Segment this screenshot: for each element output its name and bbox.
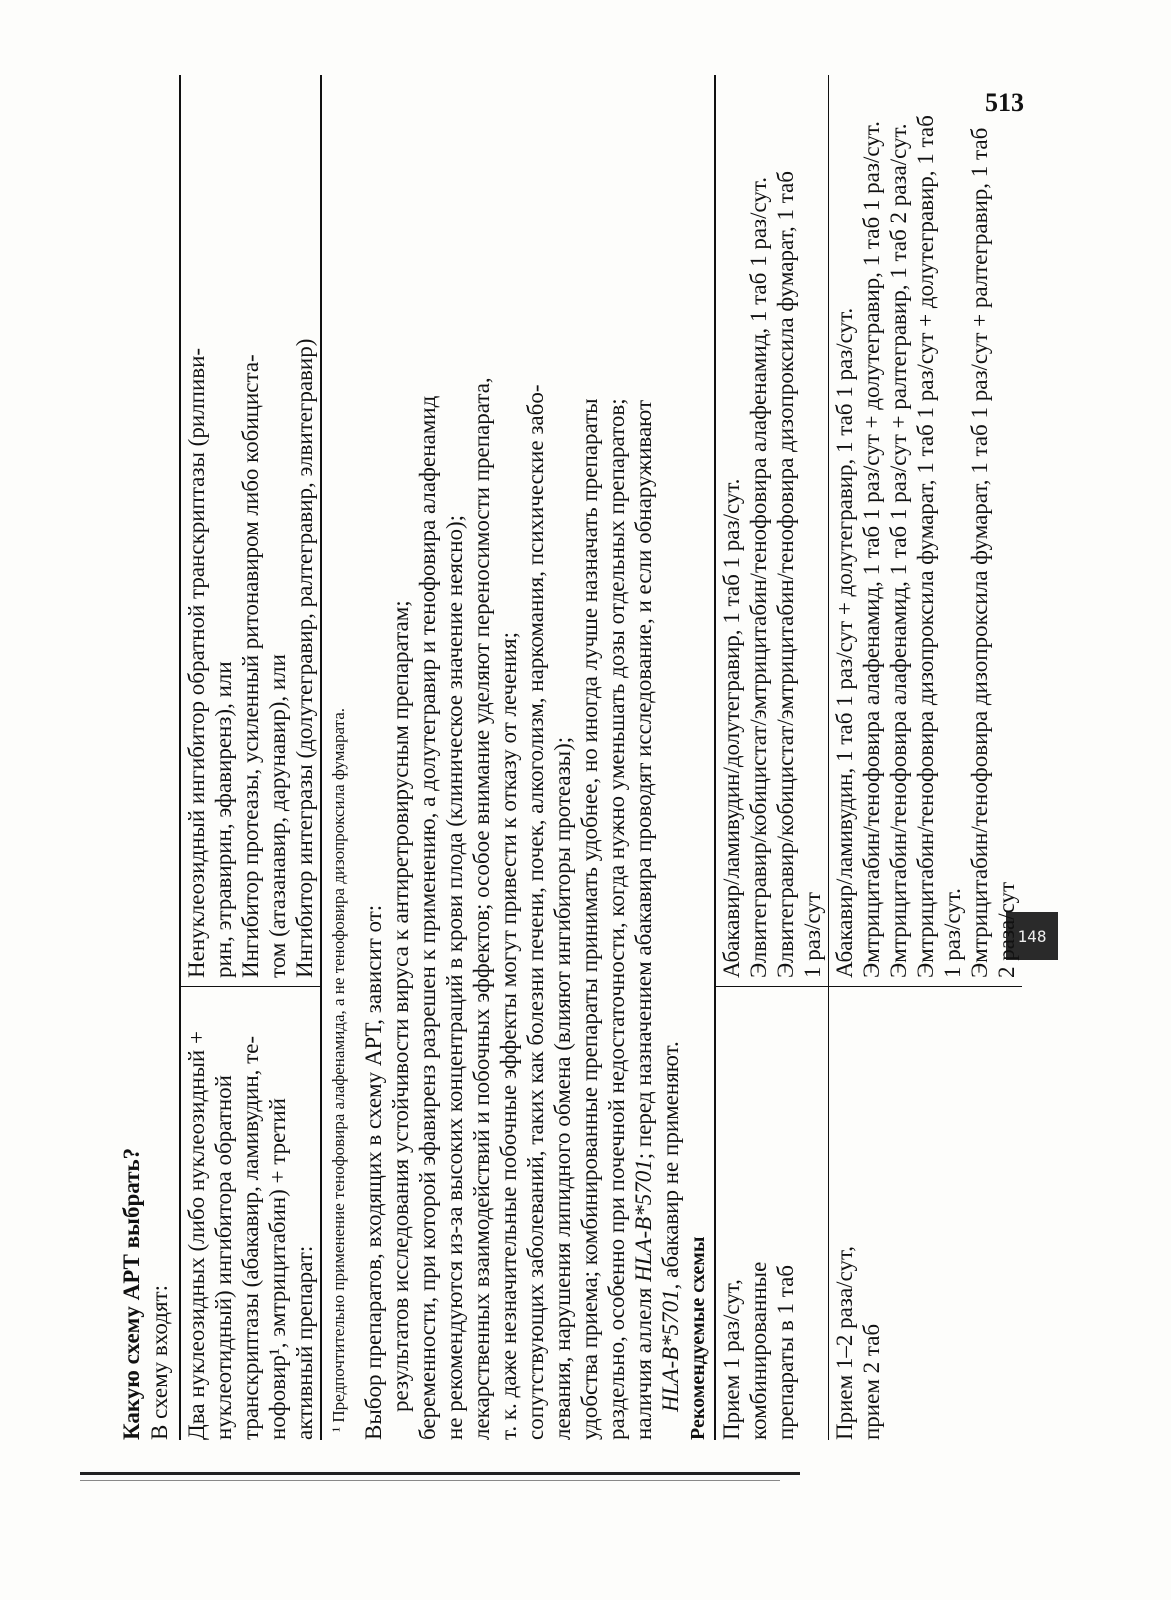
regimen-left-cell bbox=[716, 987, 828, 1441]
table-row bbox=[716, 75, 828, 1440]
page-badge: 148 bbox=[1006, 912, 1058, 960]
recommended-heading: Рекомендуемые схемы bbox=[687, 1236, 709, 1440]
page-number: 513 bbox=[985, 88, 1024, 117]
cell-line: рин, этравирин, эфавиренз), или bbox=[211, 661, 236, 978]
binding-edge-line-faint bbox=[80, 1480, 780, 1481]
cell-line: Прием 1 раз/сут, bbox=[719, 1279, 744, 1440]
hla-allele: HLA-B*5701 bbox=[631, 1159, 656, 1282]
hla-mid: ; перед назначением абакавира проводят исследование, и если обнаруживают bbox=[631, 399, 656, 1160]
paragraph-line: не рекомендуются из-за высоких концентраций в крови плода (клиническое значение неясно); bbox=[442, 515, 467, 1440]
cell-line: Ингибитор интегразы (долутегравир, ралтегравир, элвитегравир) bbox=[292, 338, 317, 978]
cell-line: Абакавир/ламивудин/долутегравир, 1 таб 1 раз/сут. bbox=[719, 478, 744, 978]
cell-line: Эмтрицитабин/тенофовира алафенамид, 1 таб 1 раз/сут + ралтегравир, 1 таб 2 раза/сут. bbox=[886, 123, 911, 978]
cell-line: нуклеотидный) ингибитора обратной bbox=[211, 1075, 236, 1440]
paragraph-line: левания, нарушения липидного обмена (влияют ингибиторы протеазы); bbox=[550, 736, 575, 1440]
hla-end: , абакавир не применяют. bbox=[658, 1041, 683, 1290]
recommended-table-2 bbox=[829, 75, 1022, 1440]
cell-line: Эмтрицитабин/тенофовира дизопроксила фумарат, 1 таб 1 раз/сут + долутегравир, 1 таб bbox=[913, 115, 938, 978]
cell-line: том (атазанавир, дарунавир), или bbox=[265, 654, 290, 978]
table-row bbox=[181, 75, 320, 1440]
cell-line: прием 2 таб bbox=[859, 1323, 884, 1440]
section-subtitle: В схему входят: bbox=[147, 1285, 172, 1440]
composition-table bbox=[181, 75, 320, 1440]
recommended-table bbox=[716, 75, 828, 1440]
paragraph-line: беременности, при которой эфавиренз разрешен к применению, а долутегравир и тенофовира алафенамид bbox=[415, 395, 440, 1440]
cell-line: Эмтрицитабин/тенофовира алафенамид, 1 таб 1 раз/сут + долутегравир, 1 таб 1 раз/сут. bbox=[859, 121, 884, 978]
cell-line: препараты в 1 таб bbox=[773, 1264, 798, 1440]
cell-line: Ненуклеозидный ингибитор обратной транскриптазы (рилпиви- bbox=[184, 347, 209, 978]
cell-line: 1 раз/сут. bbox=[940, 888, 965, 978]
cell-line: Ингибитор протеазы, усиленный ритонавиром либо кобициста- bbox=[238, 354, 263, 978]
hla-pre: наличия аллеля bbox=[631, 1281, 656, 1440]
cell-line: транскриптазы (абакавир, ламивудин, те- bbox=[238, 1035, 263, 1440]
hla-allele-2: HLA-B*5701 bbox=[658, 1289, 683, 1412]
paragraph-line: результатов исследования устойчивости вируса к антиретровирусным препаратам; bbox=[388, 600, 413, 1412]
paragraph-line: т. к. даже незначительные побочные эффекты могут привести к отказу от лечения; bbox=[496, 632, 521, 1440]
table-row bbox=[829, 75, 1022, 1440]
composition-left-cell bbox=[181, 987, 320, 1441]
regimen-right-cell bbox=[829, 75, 1022, 987]
paragraph-line: сопутствующих заболеваний, таких как болезни печени, почек, алкоголизм, наркомания, психические забо- bbox=[523, 384, 548, 1440]
paragraph-line: раздельно, особенно при почечной недостаточности, когда нужно уменьшать дозы отдельных препаратов; bbox=[604, 398, 629, 1440]
paragraph-line-hla bbox=[630, 75, 657, 1440]
cell-line: Два нуклеозидных (либо нуклеозидный + bbox=[184, 1031, 209, 1440]
composition-right-cell bbox=[181, 75, 320, 987]
cell-line: комбинированные bbox=[746, 1261, 771, 1440]
paragraph-line: удобства приема; комбинированные препараты принимать удобнее, но иногда лучше назначать препараты bbox=[577, 398, 602, 1440]
cell-line: Элвитегравир/кобицистат/эмтрицитабин/тенофовира алафенамид, 1 таб 1 раз/сут. bbox=[746, 177, 771, 978]
paragraph-lead: Выбор препаратов, входящих в схему АРТ, зависит от: bbox=[361, 904, 386, 1440]
section-title: Какую схему АРТ выбрать? bbox=[119, 1147, 144, 1440]
paragraph-line: лекарственных взаимодействий и побочных эффектов; особое внимание уделяют переносимости препарата, bbox=[469, 377, 494, 1440]
cell-line: Элвитегравир/кобицистат/эмтрицитабин/тенофовира дизопроксила фумарат, 1 таб bbox=[773, 171, 798, 978]
cell-line: нофовир¹, эмтрицитабин) + третий bbox=[265, 1098, 290, 1440]
cell-line: Абакавир/ламивудин, 1 таб 1 раз/сут + долутегравир, 1 таб 1 раз/сут. bbox=[832, 307, 857, 978]
table1-bottom-rule bbox=[320, 75, 322, 1440]
regimen-right-cell bbox=[716, 75, 828, 987]
cell-line: Прием 1–2 раза/сут, bbox=[832, 1245, 857, 1440]
cell-line: 2 раза/сут bbox=[994, 881, 1019, 978]
selection-paragraph bbox=[360, 75, 684, 1440]
cell-line: активный препарат: bbox=[292, 1245, 317, 1440]
regimen-left-cell bbox=[829, 987, 1022, 1441]
binding-edge-line bbox=[80, 1472, 800, 1475]
cell-line: Эмтрицитабин/тенофовира дизопроксила фумарат, 1 таб 1 раз/сут + ралтегравир, 1 таб bbox=[967, 127, 992, 978]
cell-line: 1 раз/сут bbox=[800, 892, 825, 978]
paragraph-line-hla-end bbox=[657, 75, 684, 1440]
footnote: ¹ Предпочтительно применение тенофовира алафенамида, а не тенофовира дизопроксила фумарата. bbox=[329, 707, 348, 1432]
